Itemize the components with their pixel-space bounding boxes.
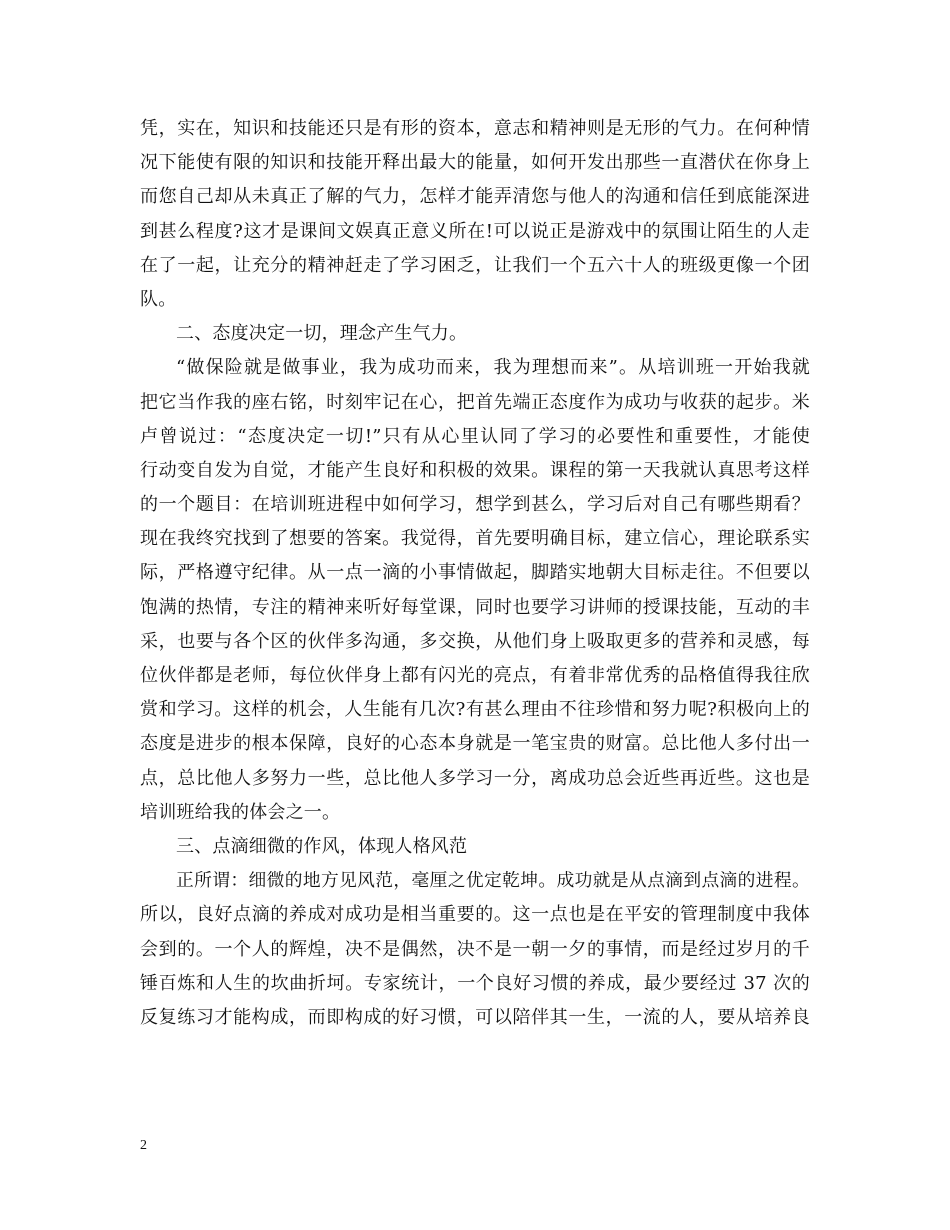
text-line: 正所谓：细微的地方见风范，毫厘之优定乾坤。成功就是从点滴到点滴的进程。 — [176, 871, 810, 892]
text-line: 的一个题目：在培训班进程中如何学习，想学到甚么，学习后对自己有哪些期看？ — [140, 494, 810, 516]
text-line: 队。 — [140, 288, 177, 310]
text-line: 现在我终究找到了想要的答案。我觉得，首先要明确目标，建立信心，理论联系实 — [140, 528, 810, 550]
text-line: 锤百炼和人生的坎曲折坷。专家统计，一个良好习惯的养成，最少要经过 37 次的 — [140, 972, 810, 994]
text-line: 所以，良好点滴的养成对成功是相当重要的。这一点也是在平安的管理制度中我体 — [140, 904, 810, 926]
text-line: 饱满的热情，专注的精神来听好每堂课，同时也要学习讲师的授课技能，互动的丰 — [140, 596, 810, 618]
text-line: 到甚么程度?这才是课间文娱真正意义所在!可以说正是游戏中的氛围让陌生的人走 — [140, 220, 810, 242]
text-line: 把它当作我的座右铭，时刻牢记在心，把首先端正态度作为成功与收获的起步。米 — [140, 391, 810, 413]
text-line: 采，也要与各个区的伙伴多沟通，多交换，从他们身上吸取更多的营养和灵感，每 — [140, 630, 810, 652]
text-line: 在了一起，让充分的精神赶走了学习困乏，让我们一个五六十人的班级更像一个团 — [140, 254, 810, 276]
section-heading: 三、点滴细微的作风，体现人格风范 — [176, 835, 468, 857]
document-body — [140, 112, 810, 1035]
page-number: 2 — [140, 1138, 147, 1153]
text-line: 培训班给我的体会之一。 — [140, 801, 341, 823]
text-line: 反复练习才能构成，而即构成的好习惯，可以陪伴其一生，一流的人，要从培养良 — [140, 1006, 810, 1028]
text-line: 而您自己却从未真正了解的气力，怎样才能弄清您与他人的沟通和信任到底能深进 — [140, 186, 810, 208]
section-heading: 二、态度决定一切，理念产生气力。 — [176, 323, 468, 345]
text-line: 况下能使有限的知识和技能开释出最大的能量，如何开发出那些一直潜伏在你身上 — [140, 152, 810, 174]
text-line: “做保险就是做事业，我为成功而来，我为理想而来”。从培训班一开始我就 — [176, 357, 810, 379]
text-line: 位伙伴都是老师，每位伙伴身上都有闪光的亮点，有着非常优秀的品格值得我往欣 — [140, 665, 810, 686]
text-line: 凭，实在，知识和技能还只是有形的资本，意志和精神则是无形的气力。在何种情 — [140, 118, 810, 139]
text-line: 际，严格遵守纪律。从一点一滴的小事情做起，脚踏实地朝大目标走往。不但要以 — [140, 562, 810, 584]
text-line: 赏和学习。这样的机会，人生能有几次?有甚么理由不往珍惜和努力呢?积极向上的 — [140, 699, 810, 721]
text-line: 会到的。一个人的辉煌，决不是偶然，决不是一朝一夕的事情，而是经过岁月的千 — [140, 938, 810, 960]
text-line: 行动变自发为自觉，才能产生良好和积极的效果。课程的第一天我就认真思考这样 — [140, 459, 810, 481]
text-line: 点，总比他人多努力一些，总比他人多学习一分，离成功总会近些再近些。这也是 — [140, 767, 810, 789]
text-line: 卢曾说过：“态度决定一切!”只有从心里认同了学习的必要性和重要性，才能使 — [140, 425, 810, 447]
text-line: 态度是进步的根本保障，良好的心态本身就是一笔宝贵的财富。总比他人多付出一 — [140, 733, 810, 755]
